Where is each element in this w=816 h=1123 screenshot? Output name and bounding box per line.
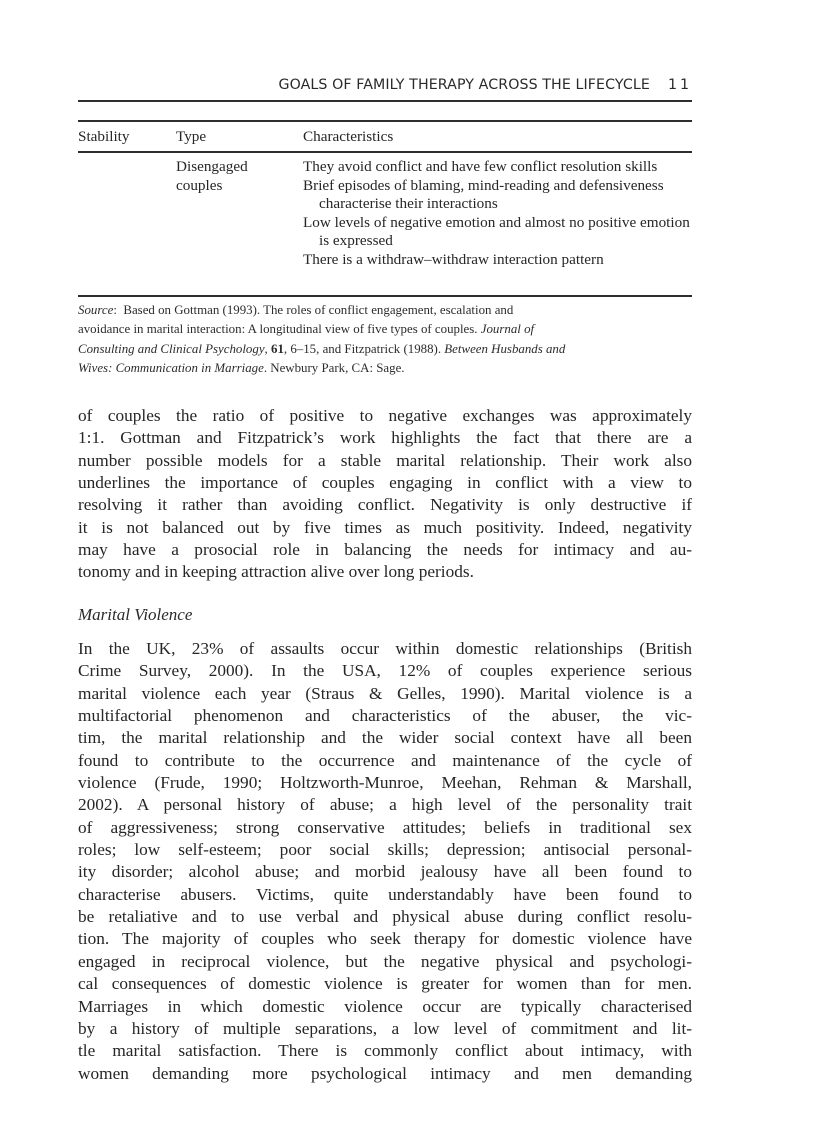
- text-line: tim, the marital relationship and the wider social context have all been: [78, 728, 692, 748]
- text-line: violence (Frude, 1990; Holtzworth-Munroe, Meehan, Rehman & Marshall,: [78, 773, 692, 793]
- characteristic-item: Low levels of negative emotion and almost no positive emotion is expressed: [303, 213, 690, 249]
- book-title: Wives: Communication in Marriage: [78, 360, 264, 375]
- type-line: Disengaged: [176, 158, 248, 175]
- text-line: by a history of multiple separations, a low level of commitment and lit-: [78, 1018, 692, 1038]
- text-line: engaged in reciprocal violence, but the negative physical and psychologi-: [78, 951, 692, 971]
- text-line: it is not balanced out by five times as much positivity. Indeed, negativity: [78, 517, 692, 537]
- section-heading-marital-violence: Marital Violence: [78, 605, 193, 624]
- characteristic-item: There is a withdraw–withdraw interaction pattern: [303, 250, 604, 268]
- page-number: 11: [667, 77, 692, 93]
- source-line: [78, 320, 692, 339]
- table-bottom-rule: [78, 295, 692, 297]
- source-text: . Newbury Park, CA: Sage.: [263, 360, 405, 375]
- characteristic-item: They avoid conflict and have few conflict resolution skills: [303, 158, 658, 175]
- text-line: multifactorial phenomenon and characteristics of the abuser, the vic-: [78, 706, 692, 726]
- text-line: marital violence each year (Straus & Gelles, 1990). Marital violence is a: [78, 683, 692, 703]
- running-head-title: GOALS OF FAMILY THERAPY ACROSS THE LIFECYCLE: [278, 77, 650, 93]
- table-cell-characteristics: [303, 158, 695, 269]
- text-line: tle marital satisfaction. There is commonly conflict about intimacy, with: [78, 1041, 692, 1061]
- type-line: couples: [176, 176, 223, 194]
- source-text: , 6–15, and Fitzpatrick (1988).: [283, 341, 442, 356]
- paragraph-marital-violence: [78, 638, 692, 1085]
- text-line: women demanding more psychological intimacy and men demanding: [78, 1063, 692, 1083]
- text-line: tion. The majority of couples who seek therapy for domestic violence have: [78, 929, 692, 949]
- text-line: resolving it rather than avoiding conflict. Negativity is only destructive if: [78, 495, 692, 515]
- text-line: Crime Survey, 2000). In the USA, 12% of couples experience serious: [78, 661, 692, 681]
- text-line: number possible models for a stable marital relationship. Their work also: [78, 450, 692, 470]
- source-label: Source: [78, 303, 114, 317]
- book-title: Between Husbands and: [444, 341, 566, 356]
- column-header-characteristics: Characteristics: [303, 128, 394, 145]
- text-line: of couples the ratio of positive to negative exchanges was approximately: [78, 406, 692, 425]
- text-line: tonomy and in keeping attraction alive over long periods.: [78, 562, 474, 582]
- text-line: In the UK, 23% of assaults occur within domestic relationships (British: [78, 639, 692, 658]
- running-head: [78, 77, 692, 93]
- table-top-rule: [78, 120, 692, 122]
- table-header-rule: [78, 151, 692, 153]
- characteristic-item: Brief episodes of blaming, mind-reading and defensiveness characterise their interactions: [303, 176, 664, 212]
- source-line: Consulting and Clinical Psychology, 61, 6–15, and Fitzpatrick (1988). Between Husbands and: [78, 341, 566, 356]
- text-line: 1:1. Gottman and Fitzpatrick’s work highlights the fact that there are a: [78, 428, 692, 448]
- source-text: avoidance in marital interaction: A longitudinal view of five types of couples.: [78, 322, 478, 337]
- paragraph-gottman: [78, 405, 692, 584]
- source-line: [78, 359, 692, 378]
- text-line: 2002). A personal history of abuse; a high level of the personality trait: [78, 795, 692, 815]
- source-text: Based on Gottman (1993). The roles of conflict engagement, escalation and: [123, 303, 514, 317]
- table-source-note: [78, 301, 692, 378]
- table-cell-type: [176, 158, 248, 195]
- text-line: characterise abusers. Victims, quite understandably have been found to: [78, 884, 692, 904]
- text-line: underlines the importance of couples engaging in conflict with a view to: [78, 473, 692, 493]
- text-line: be retaliative and to use verbal and physical abuse during conflict resolu-: [78, 907, 692, 927]
- text-line: Marriages in which domestic violence occur are typically characterised: [78, 996, 692, 1016]
- source-line: Source: Based on Gottman (1993). The roles of conflict engagement, escalation and: [78, 303, 514, 317]
- journal-title: Consulting and Clinical Psychology: [78, 341, 265, 356]
- journal-title: Journal of: [480, 322, 535, 337]
- text-line: may have a prosocial role in balancing the needs for intimacy and au-: [78, 540, 692, 560]
- text-line: cal consequences of domestic violence is greater for women than for men.: [78, 974, 692, 994]
- header-rule: [78, 100, 692, 102]
- column-header-stability: Stability: [78, 128, 130, 145]
- text-line: ity disorder; alcohol abuse; and morbid jealousy have all been found to: [78, 862, 692, 882]
- column-header-type: Type: [176, 128, 207, 145]
- text-line: found to contribute to the occurrence and maintenance of the cycle of: [78, 750, 692, 770]
- text-line: roles; low self-esteem; poor social skills; depression; antisocial personal-: [78, 840, 692, 860]
- text-line: of aggressiveness; strong conservative attitudes; beliefs in traditional sex: [78, 817, 692, 837]
- volume-number: 61: [271, 341, 284, 356]
